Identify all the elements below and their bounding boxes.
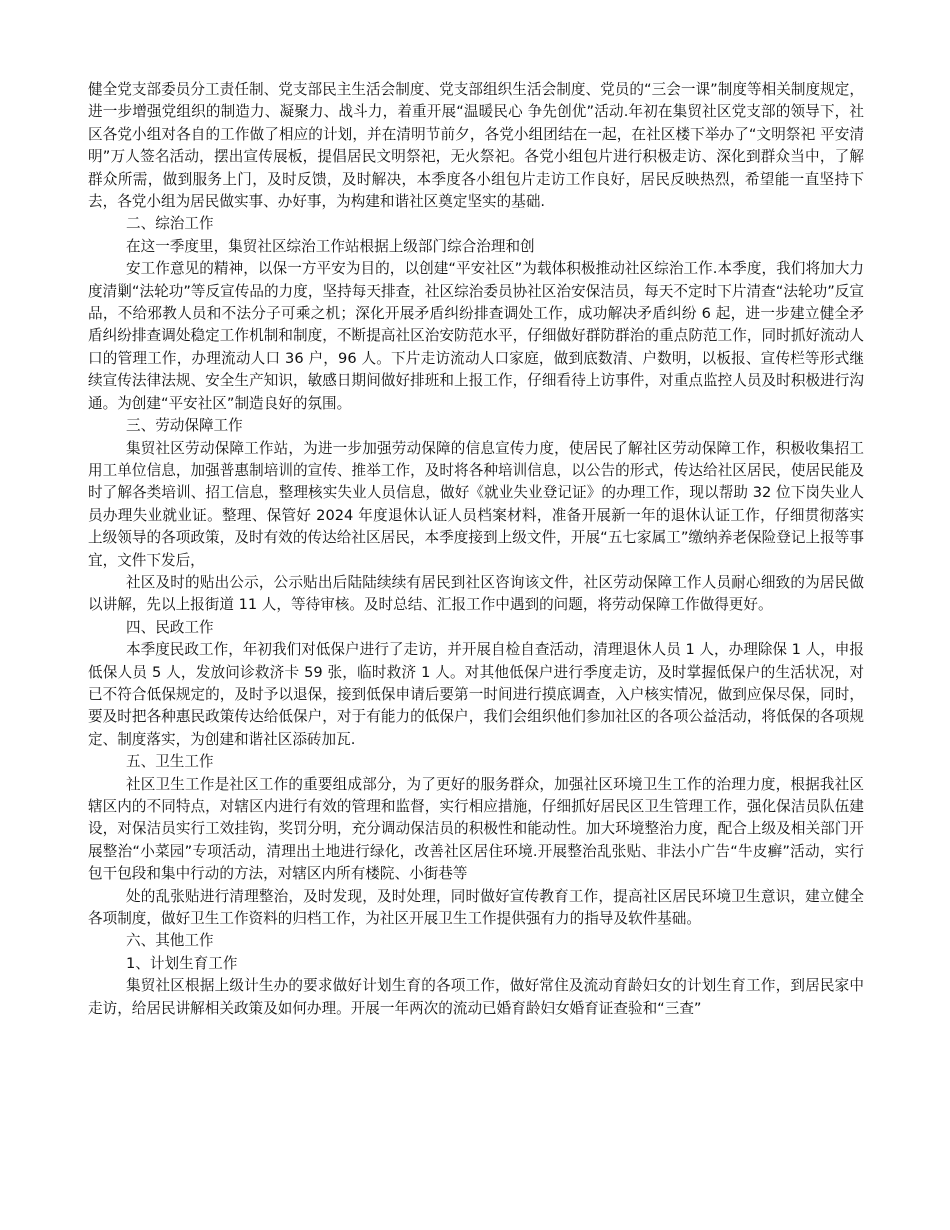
subheading-family-planning: 1、计划生育工作 (126, 954, 238, 972)
paragraph-family-planning: 集贸社区根据上级计生办的要求做好计划生育的各项工作，做好常住及流动育龄妇女的计划生育工作，到居民家中走访，给居民讲解相关政策及如何办理。开展一年两次的流动已婚育龄妇女婚育证查验和“三查” (88, 977, 864, 1017)
paragraph-civil-affairs: 本季度民政工作，年初我们对低保户进行了走访，并开展自检自查活动，清理退休人员 1 人，办理除保 1 人，申报低保人员 5 人，发放问诊救济卡 59 张，临时救济 1 人。对其他低保户进行季度走访，及时掌握低保户的生活状况，对已不符合低保规定的，及时予以退保，接到低保申请后要第一时间进行摸底调查，入户核实情况，做到应保尽保，同时，要及时把各种惠民政策传达给低保户，对于有能力的低保户，我们会组织他们参加社区的各项公益活动，将低保的各项规定、制度落实，为创建和谐社区添砖加瓦. (88, 641, 864, 748)
heading-sanitation: 五、卫生工作 (126, 753, 214, 771)
paragraph-sanitation-followup: 处的乱张贴进行清理整治，及时发现，及时处理，同时做好宣传教育工作，提高社区居民环境卫生意识，建立健全各项制度，做好卫生工作资料的归档工作，为社区开展卫生工作提供强有力的指导及软件基础。 (88, 887, 864, 928)
document-body (88, 79, 864, 1020)
heading-other-work: 六、其他工作 (126, 932, 214, 950)
paragraph-sanitation: 社区卫生工作是社区工作的重要组成部分，为了更好的服务群众，加强社区环境卫生工作的治理力度，根据我社区辖区内的不同特点，对辖区内进行有效的管理和监督，实行相应措施，仔细抓好居民区卫生管理工作，强化保洁员队伍建设，对保洁员实行工效挂钩，奖罚分明，充分调动保洁员的积极性和能动性。加大环境整治力度，配合上级及相关部门开展整治“小菜园”专项活动，清理出土地进行绿化，改善社区居住环境.开展整治乱张贴、非法小广告“牛皮癣”活动，实行包干包段和集中行动的方法，对辖区内所有楼院、小街巷等 (88, 775, 864, 883)
heading-comprehensive-governance: 二、综治工作 (126, 215, 214, 233)
paragraph-governance-intro: 在这一季度里，集贸社区综治工作站根据上级部门综合治理和创 (126, 237, 535, 255)
heading-civil-affairs: 四、民政工作 (126, 618, 214, 636)
paragraph-labor-security: 集贸社区劳动保障工作站，为进一步加强劳动保障的信息宣传力度，使居民了解社区劳动保障工作，积极收集招工用工单位信息，加强普惠制培训的宣传、推举工作，及时将各种培训信息，以公告的形式，传达给社区居民，使居民能及时了解各类培训、招工信息，整理核实失业人员信息，做好《就业失业登记证》的办理工作，现以帮助 32 位下岗失业人员办理失业就业证。整理、保管好 2024 年度退休认证人员档案材料，准备开展新一年的退休认证工作，仔细贯彻落实上级领导的各项政策，及时有效的传达给社区居民，本季度接到上级文件，开展“五七家属工”缴纳养老保险登记上报等事宜，文件下发后， (88, 439, 864, 569)
heading-labor-security: 三、劳动保障工作 (126, 417, 243, 435)
paragraph-party-building: 健全党支部委员分工责任制、党支部民主生活会制度、党支部组织生活会制度、党员的“三会一课”制度等相关制度规定，进一步增强党组织的制造力、凝聚力、战斗力，着重开展“温暖民心 争先创优”活动.年初在集贸社区党支部的领导下，社区各党小组对各自的工作做了相应的计划，并在清明节前夕，各党小组团结在一起，在社区楼下举办了“文明祭祀 平安清明”万人签名活动，摆出宣传展板，提倡居民文明祭祀，无火祭祀。各党小组包片进行积极走访、深化到群众当中，了解群众所需，做到服务上门，及时反馈，及时解决，本季度各小组包片走访工作良好，居民反映热烈，希望能一直坚持下去，各党小组为居民做实事、办好事，为构建和谐社区奠定坚实的基础. (88, 81, 864, 211)
paragraph-governance-details: 安工作意见的精神，以保一方平安为目的，以创建“平安社区”为载体积极推动社区综治工作.本季度，我们将加大力度清剿“法轮功”等反宣传品的力度，坚持每天排查，社区综治委员协社区治安保洁员，每天不定时下片清查“法轮功”反宣品，不给邪教人员和不法分子可乘之机；深化开展矛盾纠纷排查调处工作，成功解决矛盾纠纷 6 起，进一步建立健全矛盾纠纷排查调处稳定工作机制和制度，不断提高社区治安防范水平，仔细做好群防群治的重点防范工作，同时抓好流动人口的管理工作，办理流动人口 36 户，96 人。下片走访流动人口家庭，做到底数清、户数明，以板报、宣传栏等形式继续宣传法律法规、安全生产知识，敏感日期间做好排班和上报工作，仔细看待上访事件，对重点监控人员及时积极进行沟通。为创建“平安社区”制造良好的氛围。 (88, 260, 864, 412)
paragraph-labor-security-followup: 社区及时的贴出公示，公示贴出后陆陆续续有居民到社区咨询该文件，社区劳动保障工作人员耐心细致的为居民做以讲解，先以上报街道 11 人，等待审核。及时总结、汇报工作中遇到的问题，将劳动保障工作做得更好。 (88, 573, 864, 614)
